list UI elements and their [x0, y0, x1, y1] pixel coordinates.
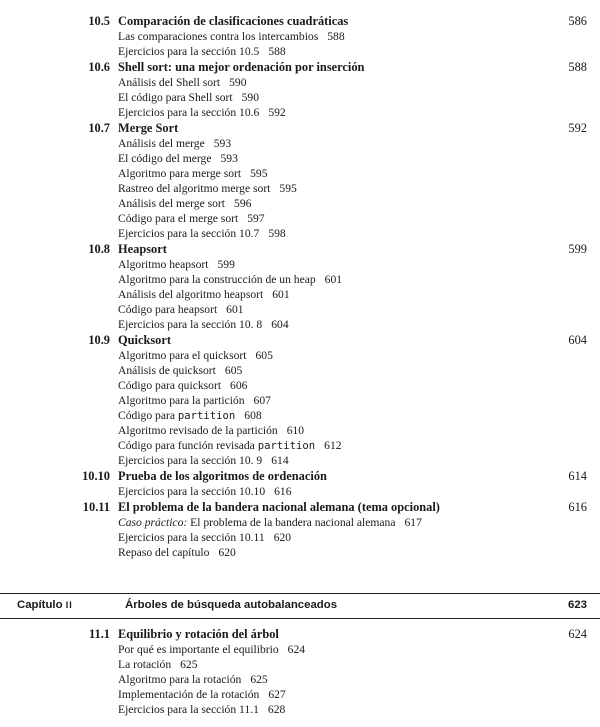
toc-entry-text: Análisis del Shell sort	[118, 76, 221, 89]
toc-entry-text: Código para	[118, 409, 178, 422]
toc-entry-text: Ejercicios para la sección 10. 8	[118, 318, 263, 331]
toc-entry	[118, 151, 578, 166]
toc-entry-text: Código para quicksort	[118, 379, 222, 392]
toc-entry	[118, 453, 578, 468]
toc-entry-text: Ejercicios para la sección 11.1	[118, 703, 259, 716]
section-title: Quicksort	[118, 333, 172, 347]
toc-entry-text: Código para el merge sort	[118, 212, 239, 225]
toc-entry-text: Ejercicios para la sección 10.11	[118, 531, 265, 544]
toc-entry	[118, 257, 578, 272]
section-page-number: 586	[568, 14, 587, 28]
toc-entry-page-number: 601	[324, 273, 343, 286]
toc-entry-page-number: 596	[234, 197, 252, 210]
chapter-label	[17, 597, 73, 613]
toc-entry-page-number: 625	[180, 658, 198, 671]
section-heading	[0, 13, 600, 29]
toc-entry-page-number: 598	[268, 227, 286, 240]
toc-entry-page-number: 592	[268, 106, 286, 119]
toc-entry	[118, 90, 578, 105]
toc-entry-page-number: 604	[271, 318, 289, 331]
toc-entry-text: Implementación de la rotación	[118, 688, 260, 701]
toc-entry-text: Análisis del algoritmo heapsort	[118, 288, 264, 301]
section-title: Comparación de clasificaciones cuadráticas	[118, 14, 349, 28]
toc-entry-text: Por qué es importante el equilibrio	[118, 643, 279, 656]
toc-entry-page-number: 601	[226, 303, 244, 316]
toc-entry	[118, 530, 578, 545]
toc-entry	[118, 515, 578, 530]
toc-entry-page-number: 617	[404, 516, 422, 529]
section-number: 10.5	[88, 14, 110, 28]
toc-entry	[118, 348, 578, 363]
toc-entry-page-number: 595	[279, 182, 297, 195]
toc-entry	[118, 642, 578, 657]
toc-entry	[118, 44, 578, 59]
toc-entry-text: Rastreo del algoritmo merge sort	[118, 182, 271, 195]
section-page-number: 588	[568, 60, 587, 74]
toc-entry-text: Ejercicios para la sección 10.10	[118, 485, 266, 498]
section-heading	[0, 59, 600, 75]
chapter-roman-numeral: II	[65, 600, 73, 610]
toc-entry-page-number: 588	[268, 45, 286, 58]
chapter-title: Árboles de búsqueda autobalanceados	[125, 599, 338, 611]
section-title: Prueba de los algoritmos de ordenación	[118, 469, 327, 483]
toc-entry-page-number: 612	[324, 439, 342, 452]
toc-entry-page-number: 595	[250, 167, 268, 180]
section-heading	[0, 241, 600, 257]
toc-entry-text: Algoritmo revisado de la partición	[118, 424, 278, 437]
toc-entry-page-number: 620	[218, 546, 236, 559]
toc-entry-page-number: 590	[229, 76, 247, 89]
section-number: 10.9	[88, 333, 110, 347]
section-heading	[0, 120, 600, 136]
toc-entry-text: Análisis del merge	[118, 137, 205, 150]
toc-entry-page-number: 625	[250, 673, 268, 686]
toc-entry-text: Algoritmo para el quicksort	[118, 349, 247, 362]
section-heading	[0, 332, 600, 348]
toc-entry-page-number: 614	[271, 454, 289, 467]
toc-entry-text: El problema de la bandera nacional alemana	[187, 516, 396, 529]
toc-entry	[118, 302, 578, 317]
toc-entry	[118, 105, 578, 120]
toc-entry	[118, 317, 578, 332]
chapter-page-number: 623	[567, 599, 587, 611]
toc-entry-page-number: 590	[241, 91, 260, 104]
section-title: Heapsort	[118, 242, 167, 256]
toc-entry-page-number: 610	[286, 424, 305, 437]
toc-entry-text: Las comparaciones contra los intercambios	[118, 30, 319, 43]
toc-entry	[118, 484, 578, 499]
toc-entry-text: Ejercicios para la sección 10.5	[118, 45, 260, 58]
toc-entry	[118, 672, 578, 687]
toc-entry-page-number: 606	[230, 379, 248, 392]
toc-entry-text: El código para Shell sort	[118, 91, 233, 104]
section-number: 10.10	[82, 469, 110, 483]
toc-entry-text: Algoritmo heapsort	[118, 258, 209, 271]
toc-entry-page-number: 620	[273, 531, 292, 544]
toc-entry	[118, 29, 578, 44]
toc-entry-page-number: 593	[220, 152, 238, 165]
toc-entry-page-number: 588	[327, 30, 345, 43]
toc-entry	[118, 211, 578, 226]
section-page-number: 599	[568, 242, 587, 256]
toc-entry-text: La rotación	[118, 658, 172, 671]
toc-entry	[118, 166, 578, 181]
chapter-heading	[0, 597, 600, 613]
toc-entry-page-number: 624	[287, 643, 306, 656]
toc-entry-page-number: 607	[253, 394, 271, 407]
section-number: 10.7	[88, 121, 110, 135]
section-page-number: 624	[568, 627, 587, 641]
section-page-number: 616	[568, 500, 587, 514]
toc-entry	[118, 363, 578, 378]
section-title: Shell sort: una mejor ordenación por inserción	[118, 60, 365, 74]
toc-entry	[118, 287, 578, 302]
toc-entry-text: Algoritmo para merge sort	[118, 167, 242, 180]
section-heading	[0, 499, 600, 515]
toc-entry-text: Análisis de quicksort	[118, 364, 216, 377]
toc-entry-page-number: 601	[272, 288, 290, 301]
toc-entry-text: Algoritmo para la rotación	[118, 673, 242, 686]
section-title: Merge Sort	[118, 121, 179, 135]
toc-entry-text: Algoritmo para la partición	[118, 394, 245, 407]
toc-entry-page-number: 608	[244, 409, 262, 422]
toc-entry-text: Algoritmo para la construcción de un heap	[118, 273, 316, 286]
section-page-number: 592	[568, 121, 587, 135]
section-heading	[0, 626, 600, 642]
toc-entry	[118, 226, 578, 241]
toc-entry	[118, 272, 578, 287]
toc-entry-page-number: 628	[267, 703, 286, 716]
toc-entry	[118, 423, 578, 438]
toc-entry-page-number: 627	[268, 688, 286, 701]
toc-entry	[118, 438, 578, 453]
section-page-number: 604	[568, 333, 587, 347]
toc-entry	[118, 136, 578, 151]
toc-entry	[118, 657, 578, 672]
chapter-label-text: Capítulo	[17, 599, 63, 611]
toc-entry-italic-text: Caso práctico:	[118, 516, 188, 529]
toc-entry-text: Ejercicios para la sección 10.7	[118, 227, 260, 240]
toc-entry	[118, 702, 578, 717]
chapter-top-rule	[0, 593, 600, 594]
toc-entry-text: Ejercicios para la sección 10. 9	[118, 454, 263, 467]
toc-entry	[118, 687, 578, 702]
toc-entry	[118, 408, 578, 423]
toc-entry	[118, 545, 578, 560]
toc-entry-page-number: 593	[213, 137, 232, 150]
toc-entry	[118, 378, 578, 393]
toc-entry-code-text: partition	[257, 440, 316, 452]
toc-entry-page-number: 605	[255, 349, 273, 362]
toc-entry-page-number: 599	[217, 258, 235, 271]
section-number: 11.1	[89, 627, 110, 641]
toc-entry-text: Análisis del merge sort	[118, 197, 226, 210]
toc-entry	[118, 196, 578, 211]
toc-entry-text: Código para función revisada	[118, 439, 258, 452]
toc-entry-text: Código para heapsort	[118, 303, 218, 316]
section-page-number: 614	[568, 469, 587, 483]
section-number: 10.8	[88, 242, 110, 256]
toc-entry	[118, 75, 578, 90]
section-title: Equilibrio y rotación del árbol	[118, 627, 279, 641]
section-heading	[0, 468, 600, 484]
toc-entry-page-number: 605	[224, 364, 243, 377]
toc-entry-code-text: partition	[177, 410, 236, 422]
toc-entry-text: Repaso del capítulo	[118, 546, 210, 559]
chapter-bottom-rule	[0, 618, 600, 619]
section-title: El problema de la bandera nacional alemana (tema opcional)	[118, 500, 440, 514]
toc-entry	[118, 393, 578, 408]
section-number: 10.11	[82, 500, 110, 514]
toc-entry-text: Ejercicios para la sección 10.6	[118, 106, 260, 119]
toc-entry	[118, 181, 578, 196]
toc-entry-page-number: 616	[274, 485, 292, 498]
toc-entry-text: El código del merge	[118, 152, 212, 165]
toc-entry-page-number: 597	[247, 212, 265, 225]
section-number: 10.6	[88, 60, 110, 74]
